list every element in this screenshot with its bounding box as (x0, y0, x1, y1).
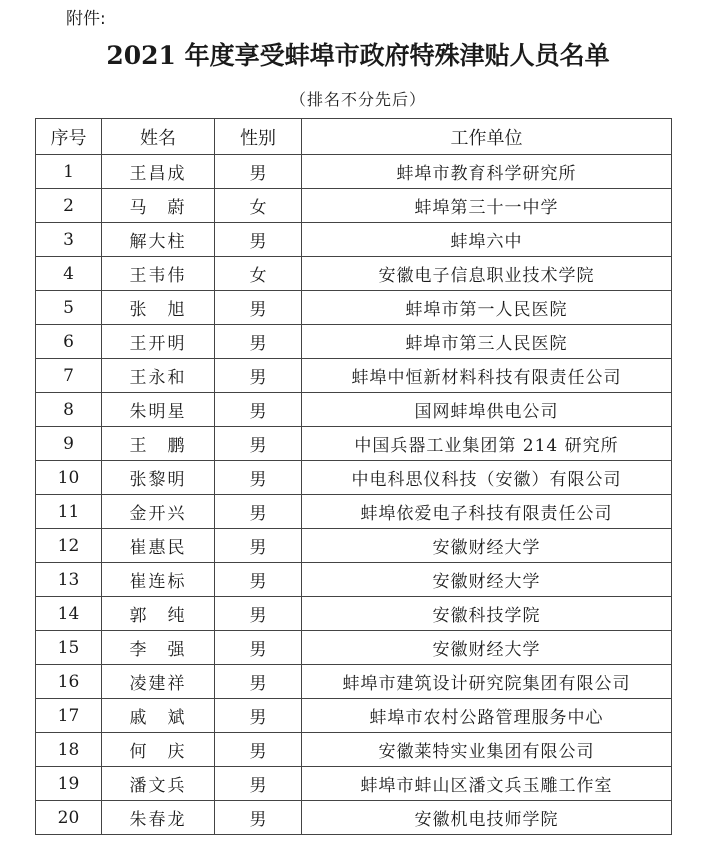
work-unit: 中国兵器工业集团第 214 研究所 (302, 427, 672, 461)
row-number: 4 (36, 257, 102, 291)
person-name: 崔连标 (102, 563, 215, 597)
table-row (36, 155, 672, 189)
row-number: 20 (36, 801, 102, 835)
table-header-row (36, 119, 672, 155)
person-name: 潘文兵 (102, 767, 215, 801)
person-name: 崔惠民 (102, 529, 215, 563)
person-name: 王昌成 (102, 155, 215, 189)
row-number: 9 (36, 427, 102, 461)
table-row (36, 767, 672, 801)
table-row (36, 257, 672, 291)
row-number: 12 (36, 529, 102, 563)
row-number: 15 (36, 631, 102, 665)
person-name: 王永和 (102, 359, 215, 393)
table-row (36, 223, 672, 257)
work-unit: 蚌埠市教育科学研究所 (302, 155, 672, 189)
work-unit: 安徽科技学院 (302, 597, 672, 631)
row-number: 14 (36, 597, 102, 631)
work-unit: 蚌埠第三十一中学 (302, 189, 672, 223)
person-name: 李 强 (102, 631, 215, 665)
row-number: 13 (36, 563, 102, 597)
person-name: 戚 斌 (102, 699, 215, 733)
work-unit: 蚌埠依爱电子科技有限责任公司 (302, 495, 672, 529)
row-number: 18 (36, 733, 102, 767)
person-gender: 男 (215, 563, 302, 597)
table-row (36, 631, 672, 665)
work-unit: 安徽财经大学 (302, 631, 672, 665)
row-number: 19 (36, 767, 102, 801)
work-unit: 中电科思仪科技（安徽）有限公司 (302, 461, 672, 495)
person-gender: 女 (215, 189, 302, 223)
table-row (36, 563, 672, 597)
attachment-label: 附件: (66, 9, 106, 29)
person-gender: 男 (215, 801, 302, 835)
row-number: 16 (36, 665, 102, 699)
person-name: 王韦伟 (102, 257, 215, 291)
person-gender: 男 (215, 733, 302, 767)
person-gender: 女 (215, 257, 302, 291)
work-unit: 安徽电子信息职业技术学院 (302, 257, 672, 291)
person-gender: 男 (215, 529, 302, 563)
row-number: 11 (36, 495, 102, 529)
table-row (36, 427, 672, 461)
row-number: 7 (36, 359, 102, 393)
row-number: 8 (36, 393, 102, 427)
header-no: 序号 (36, 119, 102, 155)
table-row (36, 461, 672, 495)
table-row (36, 597, 672, 631)
work-unit: 蚌埠六中 (302, 223, 672, 257)
person-name: 郭 纯 (102, 597, 215, 631)
work-unit: 蚌埠中恒新材料科技有限责任公司 (302, 359, 672, 393)
person-gender: 男 (215, 597, 302, 631)
table-row (36, 733, 672, 767)
work-unit: 安徽莱特实业集团有限公司 (302, 733, 672, 767)
table-row (36, 291, 672, 325)
page-title: 2021 年度享受蚌埠市政府特殊津贴人员名单 (106, 41, 610, 70)
table-row (36, 359, 672, 393)
row-number: 3 (36, 223, 102, 257)
person-gender: 男 (215, 325, 302, 359)
person-name: 朱春龙 (102, 801, 215, 835)
table-row (36, 495, 672, 529)
person-gender: 男 (215, 767, 302, 801)
person-gender: 男 (215, 665, 302, 699)
person-name: 朱明星 (102, 393, 215, 427)
work-unit: 蚌埠市建筑设计研究院集团有限公司 (302, 665, 672, 699)
person-name: 何 庆 (102, 733, 215, 767)
table-row (36, 189, 672, 223)
person-gender: 男 (215, 495, 302, 529)
person-gender: 男 (215, 427, 302, 461)
work-unit: 蚌埠市蚌山区潘文兵玉雕工作室 (302, 767, 672, 801)
person-gender: 男 (215, 699, 302, 733)
work-unit: 国网蚌埠供电公司 (302, 393, 672, 427)
header-unit: 工作单位 (302, 119, 672, 155)
person-name: 张 旭 (102, 291, 215, 325)
table-row (36, 665, 672, 699)
person-gender: 男 (215, 155, 302, 189)
row-number: 10 (36, 461, 102, 495)
person-name: 张黎明 (102, 461, 215, 495)
person-gender: 男 (215, 223, 302, 257)
person-gender: 男 (215, 359, 302, 393)
table-body (36, 155, 672, 835)
work-unit: 安徽财经大学 (302, 563, 672, 597)
row-number: 1 (36, 155, 102, 189)
person-gender: 男 (215, 461, 302, 495)
table-row (36, 393, 672, 427)
work-unit: 蚌埠市农村公路管理服务中心 (302, 699, 672, 733)
table-row (36, 529, 672, 563)
person-name: 马 蔚 (102, 189, 215, 223)
work-unit: 蚌埠市第三人民医院 (302, 325, 672, 359)
person-name: 王 鹏 (102, 427, 215, 461)
work-unit: 安徽机电技师学院 (302, 801, 672, 835)
row-number: 2 (36, 189, 102, 223)
page-subtitle: （排名不分先后） (289, 90, 426, 109)
table-row (36, 325, 672, 359)
person-gender: 男 (215, 291, 302, 325)
person-name: 金开兴 (102, 495, 215, 529)
person-name: 王开明 (102, 325, 215, 359)
work-unit: 蚌埠市第一人民医院 (302, 291, 672, 325)
table-row (36, 801, 672, 835)
person-gender: 男 (215, 393, 302, 427)
row-number: 17 (36, 699, 102, 733)
header-name: 姓名 (102, 119, 215, 155)
person-name: 凌建祥 (102, 665, 215, 699)
person-gender: 男 (215, 631, 302, 665)
header-gender: 性别 (215, 119, 302, 155)
row-number: 5 (36, 291, 102, 325)
person-name: 解大柱 (102, 223, 215, 257)
roster-table (35, 118, 672, 835)
row-number: 6 (36, 325, 102, 359)
work-unit: 安徽财经大学 (302, 529, 672, 563)
table-row (36, 699, 672, 733)
